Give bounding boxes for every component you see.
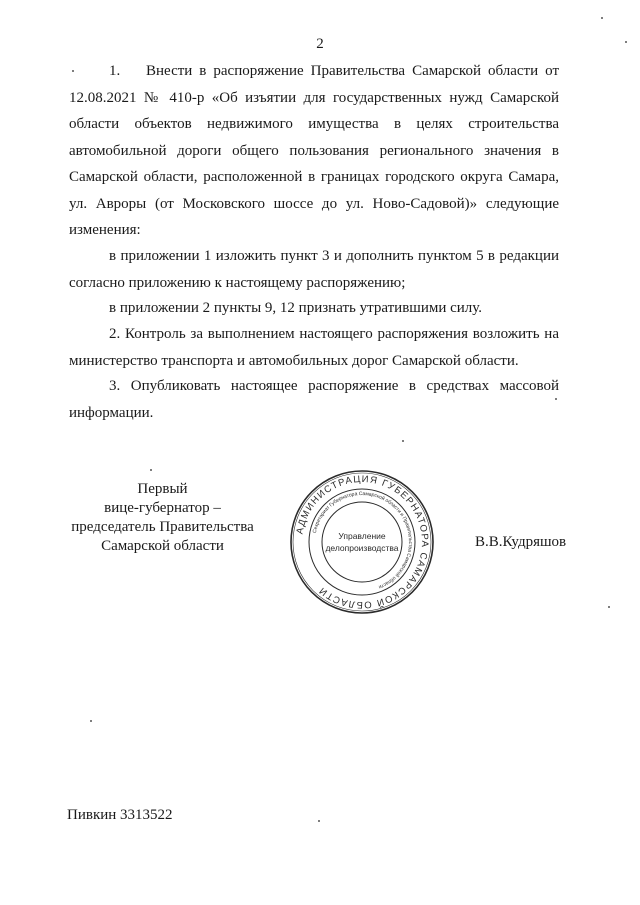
official-seal-stamp [287,467,437,617]
paragraph-1-subitem-1: в приложении 1 изложить пункт 3 и дополнить пунктом 5 в редакции согласно приложению к настоящему распоряжению; [69,248,559,291]
paragraph-1-text: Внести в распоряжение Правительства Самарской области от 12.08.2021 № 410-р «Об изъятии для государственных нужд Самарской области объектов недвижимого имущества в целях строительства автомобильной дороги общего пользования регионального значения в Самарской области, расположенной в границах городского округа Самара, ул. Авроры (от Московского шоссе до ул. Ново-Садовой)» следующие изменения: [69,63,559,238]
seal-center-line-1: Управление [338,531,386,541]
scan-speck [625,41,627,43]
scan-speck [150,469,152,471]
signer-title-line: Первый [137,481,188,497]
executor-footer: Пивкин 3313522 [67,807,173,823]
scan-speck [318,820,320,822]
paragraph-1 [69,58,559,244]
scan-speck [555,398,557,400]
seal-outer-text: АДМИНИСТРАЦИЯ ГУБЕРНАТОРА САМАРСКОЙ ОБЛАСТИ [294,473,431,611]
signer-title [55,480,270,556]
scan-speck [90,720,92,722]
signer-title-line: Самарской области [101,538,224,554]
seal-inner-text: Секретариат Губернатора Самарской области и Правительства Самарской области [311,490,414,590]
signer-name: В.В.Кудряшов [475,534,567,550]
signer-title-line: председатель Правительства [71,519,254,535]
seal-center-line-2: делопроизводства [325,543,399,553]
signer-title-line: вице-губернатор – [104,500,221,516]
paragraph-1-subitem-2: в приложении 2 пункты 9, 12 признать утратившими силу. [109,300,483,316]
page-number: 2 [316,36,324,52]
paragraph-3: 3. Опубликовать настоящее распоряжение в средствах массовой информации. [69,378,559,421]
scan-speck [601,17,603,19]
paragraph-2: 2. Контроль за выполнением настоящего распоряжения возложить на министерство транспорта и автомобильных дорог Самарской области. [69,326,559,369]
scan-speck [402,440,404,442]
scan-speck [72,70,74,72]
scan-speck [608,606,610,608]
paragraph-1-number: 1. [109,63,121,79]
